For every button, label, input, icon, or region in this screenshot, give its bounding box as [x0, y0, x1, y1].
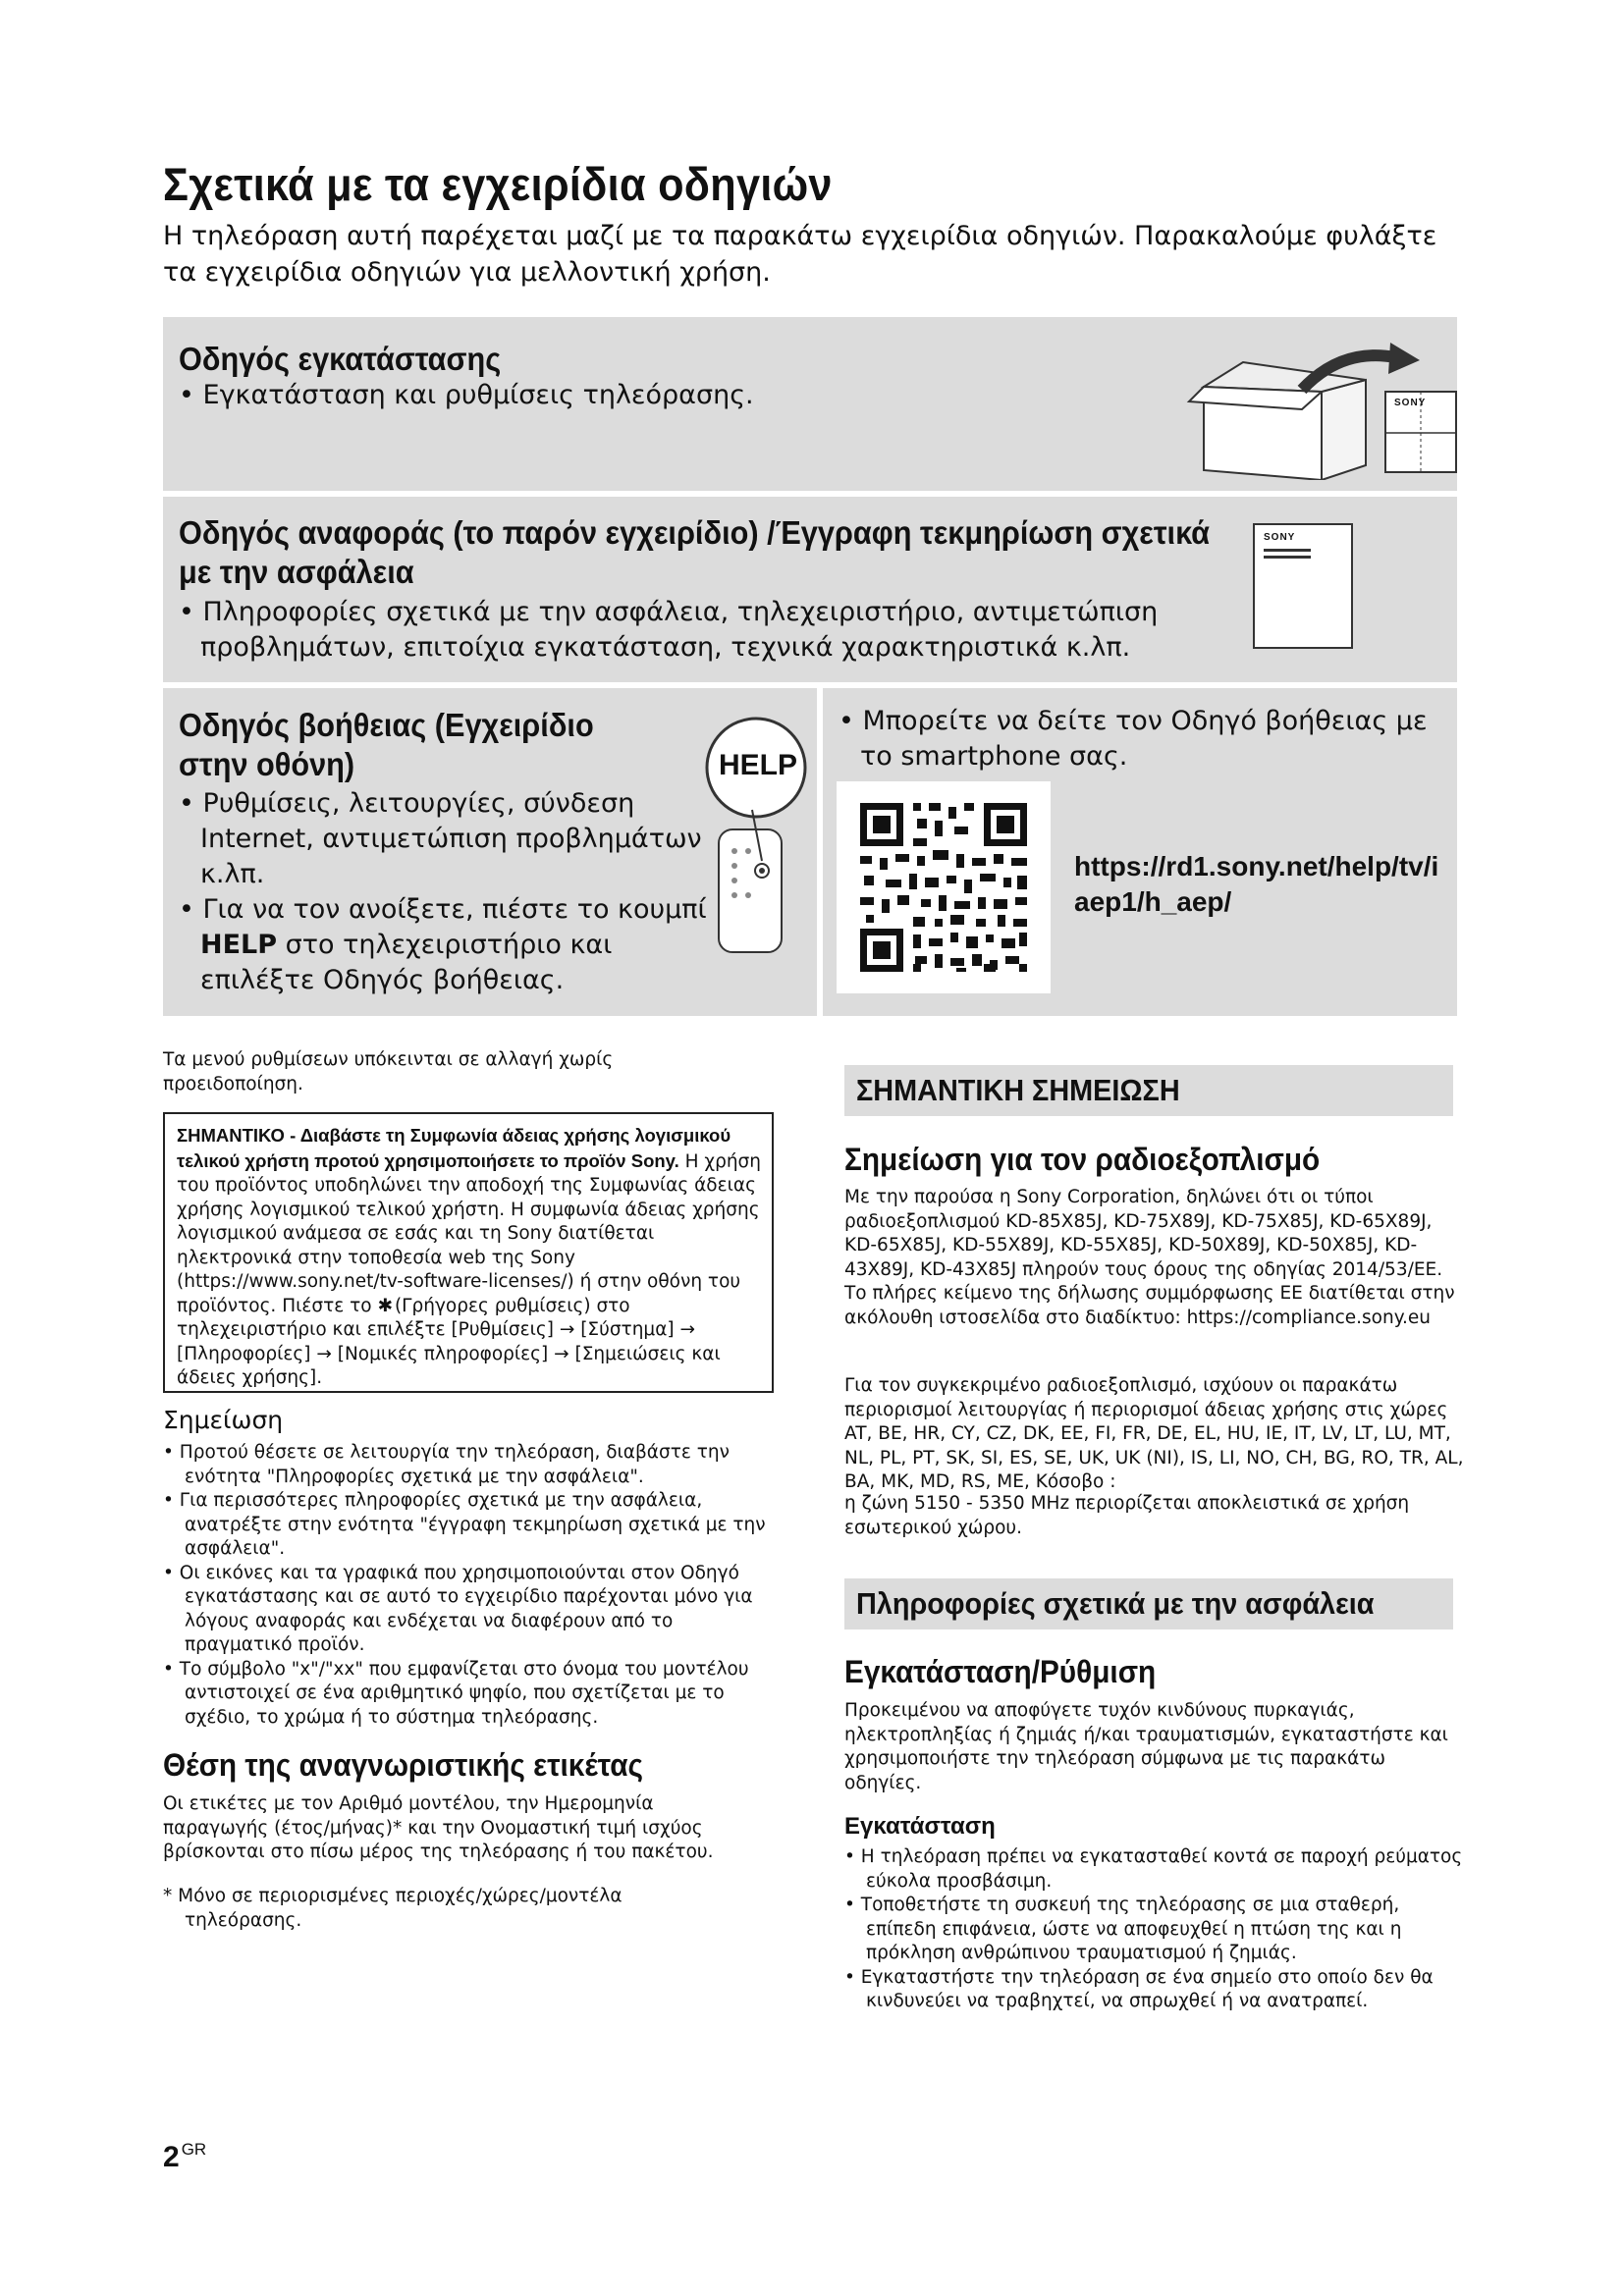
qr-code	[837, 781, 1051, 993]
setup-sony-logo: SONY	[1394, 398, 1427, 408]
reference-guide-title: Οδηγός αναφοράς (το παρόν εγχειρίδιο) /Έγγραφη τεκμηρίωση σχετικά με την ασφάλεια	[179, 514, 1211, 590]
reference-sony-logo: SONY	[1264, 532, 1296, 543]
setup-guide-title: Οδηγός εγκατάστασης	[179, 341, 502, 377]
help-url: https://rd1.sony.net/help/tv/iaep1/h_aep/	[1074, 851, 1439, 917]
menu-note: Τα μενού ρυθμίσεων υπόκεινται σε αλλαγή χωρίς προειδοποίηση.	[163, 1049, 614, 1095]
note-item: • Για περισσότερες πληροφορίες σχετικά με την ασφάλεια, ανατρέξτε στην ενότητα "έγγραφη τεκμηρίωση σχετικά με την ασφάλεια".	[163, 1490, 766, 1559]
install-bullets	[844, 1845, 1463, 2014]
gear-icon: ✱	[377, 1295, 393, 1316]
page-number: 2 $^{GR}$	[163, 2140, 207, 2173]
help-guide-bullet-1: • Ρυθμίσεις, λειτουργίες, σύνδεση Internet, αντιμετώπιση προβλημάτων κ.λπ.	[179, 788, 702, 889]
radio-heading: Σημείωση για τον ραδιοεξοπλισμό	[844, 1142, 1321, 1177]
install-text: Προκειμένου να αποφύγετε τυχόν κινδύνους πυρκαγιάς, ηλεκτροπληξίας ή ζημιάς ή/και τραυματισμών, εγκαταστήστε και χρησιμοποιήστε την τηλεόραση σύμφωνα με τις παρακάτω οδηγίες.	[844, 1700, 1448, 1793]
radio-text-2: Για τον συγκεκριμένο ραδιοεξοπλισμό, ισχύουν οι παρακάτω περιορισμοί λειτουργίας ή περιορισμοί άδειας χρήσης στις χώρες AT, BE, HR, CY, CZ, DK, EE, FI, FR, DE, EL, HU, IE, IT, LV, LT, LU, MT, NL, PL, PT, SK, SI, ES, SE, UK, UK (NI), IS, LI, NO, CH, BG, RO, TR, AL, BA, MK, MD, RS, ME, Κόσοβο :	[844, 1375, 1464, 1492]
safety-band-title: Πληροφορίες σχετικά με την ασφάλεια	[856, 1586, 1375, 1621]
important-band	[844, 1065, 1453, 1116]
footnote: * Μόνο σε περιορισμένες περιοχές/χώρες/μοντέλα τηλεόρασης.	[163, 1886, 623, 1931]
page-intro: Η τηλεόραση αυτή παρέχεται μαζί με τα παρακάτω εγχειρίδια οδηγιών. Παρακαλούμε φυλάξτε τα εγχειρίδια οδηγιών για μελλοντική χρήση.	[163, 221, 1437, 288]
install-heading: Εγκατάσταση/Ρύθμιση	[844, 1654, 1157, 1689]
help-guide-bullets	[179, 786, 709, 998]
setup-guide-box	[163, 317, 1457, 491]
install-bullet: • Εγκαταστήστε την τηλεόραση σε ένα σημείο στο οποίο δεν θα κινδυνεύει να τραβηχτεί, να σπρωχθεί ή να ανατραπεί.	[844, 1966, 1434, 2011]
note-heading: Σημείωση	[163, 1406, 284, 1434]
note-item: • Το σύμβολο "x"/"xx" που εμφανίζεται στο όνομα του μοντέλου αντιστοιχεί σε ένα αριθμητικό ψηφίο, που σχετίζεται με το σχέδιο, το χρώμα ή το σύστημα τηλεόρασης.	[163, 1658, 749, 1728]
license-notice-text-2: (Γρήγορες ρυθμίσεις) στο τηλεχειριστήριο και επιλέξτε [Ρυθμίσεις] → [Σύστημα] → [Πληροφορίες] → [Νομικές πληροφορίες] → [Σημειώσεις και άδειες χρήσης].	[177, 1295, 721, 1388]
note-item: • Προτού θέσετε σε λειτουργία την τηλεόραση, διαβάστε την ενότητα "Πληροφορίες σχετικά με την ασφάλεια".	[163, 1442, 730, 1487]
help-badge: HELP	[719, 749, 798, 781]
help-smartphone-text: • Μπορείτε να δείτε τον Οδηγό βοήθειας με το smartphone σας.	[839, 706, 1428, 772]
important-band-title: ΣΗΜΑΝΤΙΚΗ ΣΗΜΕΙΩΣΗ	[856, 1073, 1180, 1107]
install-subheading: Εγκατάσταση	[844, 1813, 996, 1840]
help-guide-box	[163, 688, 817, 1016]
safety-band	[844, 1578, 1453, 1629]
help-smartphone-box	[823, 688, 1457, 1016]
reference-manual-illustration	[1253, 523, 1353, 649]
license-notice-box	[163, 1112, 774, 1393]
reference-guide-bullet: • Πληροφορίες σχετικά με την ασφάλεια, τηλεχειριστήριο, αντιμετώπιση προβλημάτων, επιτοίχια εγκατάσταση, τεχνικά χαρακτηριστικά κ.λπ.	[179, 597, 1159, 663]
install-bullet: • Τοποθετήστε τη συσκευή της τηλεόρασης σε μια σταθερή, επίπεδη επιφάνεια, ώστε να αποφευχθεί η πτώση της και η πρόκληση ανθρώπινου τραυματισμού ή ζημιάς.	[844, 1895, 1402, 1963]
help-guide-title: Οδηγός βοήθειας (Εγχειρίδιο στην οθόνη)	[179, 707, 594, 782]
license-notice-text-1: Η χρήση του προϊόντος υποδηλώνει την αποδοχή της Συμφωνίας άδειας χρήσης λογισμικού τελικού χρήστη. Η συμφωνία άδειας χρήσης λογισμικού ανάμεσα σε εσάς και τη Sony διατίθεται ηλεκτρονικά στην τοποθεσία web της Sony (https://www.sony.net/tv-software-licenses/) ή στην οθόνη του προϊόντος. Πιέστε το	[177, 1150, 762, 1316]
install-bullet: • Η τηλεόραση πρέπει να εγκατασταθεί κοντά σε παροχή ρεύματος εύκολα προσβάσιμη.	[844, 1846, 1463, 1892]
radio-text-3: η ζώνη 5150 - 5350 MHz περιορίζεται αποκλειστικά σε χρήση εσωτερικού χώρου.	[844, 1493, 1410, 1538]
reference-guide-box	[163, 497, 1457, 682]
box-unpack-illustration	[1184, 343, 1459, 480]
note-item: • Οι εικόνες και τα γραφικά που χρησιμοποιούνται στον Οδηγό εγκατάστασης και σε αυτό το εγχειρίδιο παρέχονται μόνο για λόγους αναφοράς και ενδέχεται να διαφέρουν από το πραγματικό προϊόν.	[163, 1562, 753, 1655]
page-suffix: GR	[181, 2140, 207, 2159]
help-guide-bullet-2: • Για να τον ανοίξετε, πιέστε το κουμπί HELP στο τηλεχειριστήριο και επιλέξτε Οδηγός βοήθειας.	[179, 894, 707, 995]
license-notice-bold: ΣΗΜΑΝΤΙΚΟ - Διαβάστε τη Συμφωνία άδειας χρήσης λογισμικού τελικού χρήστη προτού χρησιμοποιήσετε το προϊόν Sony.	[177, 1125, 731, 1171]
label-text: Οι ετικέτες με τον Αριθμό μοντέλου, την Ημερομηνία παραγωγής (έτος/μήνας)* και την Ονομαστική τιμή ισχύος βρίσκονται στο πίσω μέρος της τηλεόρασης ή του πακέτου.	[163, 1793, 714, 1862]
label-heading: Θέση της αναγνωριστικής ετικέτας	[163, 1747, 643, 1783]
setup-guide-bullet: • Εγκατάσταση και ρυθμίσεις τηλεόρασης.	[179, 380, 754, 410]
radio-text: Με την παρούσα η Sony Corporation, δηλώνει ότι οι τύποι ραδιοεξοπλισμού KD-85X85J, KD-75X89J, KD-75X85J, KD-65X89J, KD-65X85J, KD-55X89J, KD-55X85J, KD-50X89J, KD-50X85J, KD-43X89J, KD-43X85J πληρούν τους όρους της οδηγίας 2014/53/ΕΕ. Το πλήρες κείμενο της δήλωσης συμμόρφωσης ΕΕ διατίθεται στην ακόλουθη ιστοσελίδα στο διαδίκτυο: https://compliance.sony.eu	[844, 1187, 1455, 1328]
note-list	[163, 1441, 777, 1730]
page-title: Σχετικά με τα εγχειρίδια οδηγιών	[163, 158, 833, 210]
